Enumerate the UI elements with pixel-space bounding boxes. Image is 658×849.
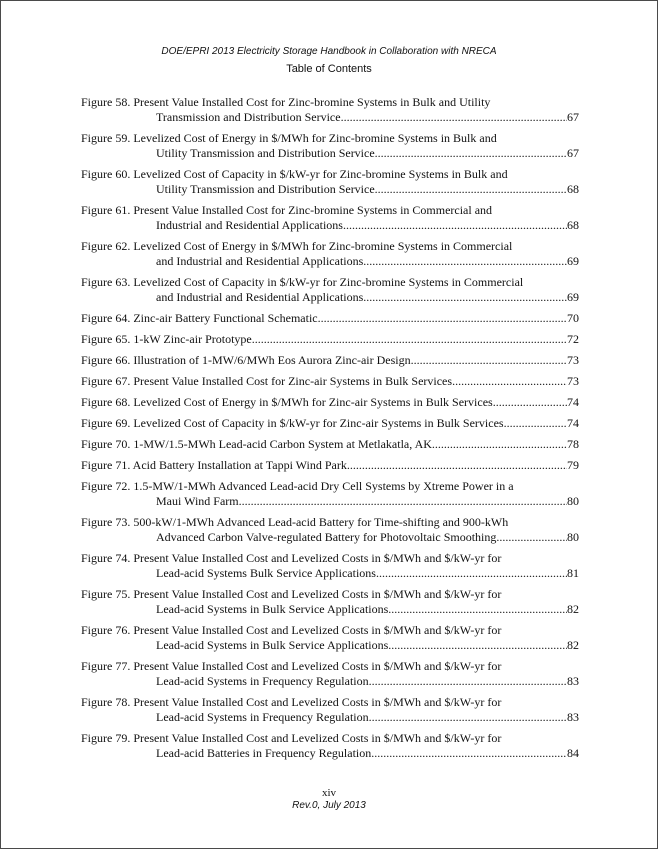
toc-entry-text: Figure 64. Zinc-air Battery Functional Schematic bbox=[81, 311, 318, 325]
toc-page-number: 73 bbox=[567, 353, 579, 367]
toc-page-number: 80 bbox=[567, 494, 579, 508]
toc-entry[interactable] bbox=[81, 395, 579, 410]
toc-entry-text: Lead-acid Systems in Bulk Service Applications bbox=[156, 638, 389, 652]
dot-leader bbox=[504, 416, 567, 431]
toc-entry-line bbox=[81, 95, 579, 110]
dot-leader bbox=[496, 530, 567, 545]
toc-entry-text: Figure 69. Levelized Cost of Capacity in $/kW-yr for Zinc-air Systems in Bulk Services bbox=[81, 416, 504, 430]
toc-entry[interactable] bbox=[81, 131, 579, 161]
toc-entry[interactable] bbox=[81, 239, 579, 269]
toc-entry-text: Figure 66. Illustration of 1-MW/6/MWh Eos Aurora Zinc-air Design bbox=[81, 353, 411, 367]
toc-entry-text: Figure 76. Present Value Installed Cost and Levelized Costs in $/MWh and $/kW-yr for bbox=[81, 623, 502, 637]
toc-entry-line bbox=[81, 458, 579, 473]
table-of-figures bbox=[81, 95, 579, 767]
toc-page-number: 74 bbox=[567, 416, 579, 430]
toc-entry-text: Lead-acid Batteries in Frequency Regulation bbox=[156, 746, 372, 760]
toc-page-number: 84 bbox=[567, 746, 579, 760]
toc-page-number: 80 bbox=[567, 530, 579, 544]
dot-leader bbox=[493, 395, 567, 410]
toc-entry-continuation bbox=[81, 218, 579, 233]
toc-page-number: 82 bbox=[567, 638, 579, 652]
revision-note: Rev.0, July 2013 bbox=[292, 800, 366, 811]
toc-entry[interactable] bbox=[81, 275, 579, 305]
toc-entry-line bbox=[81, 131, 579, 146]
toc-entry-line bbox=[81, 275, 579, 290]
toc-page-number: 78 bbox=[567, 437, 579, 451]
toc-entry-continuation bbox=[81, 638, 579, 653]
toc-entry-continuation bbox=[81, 146, 579, 161]
dot-leader bbox=[318, 311, 567, 326]
toc-entry[interactable] bbox=[81, 374, 579, 389]
toc-entry-text: Figure 79. Present Value Installed Cost and Levelized Costs in $/MWh and $/kW-yr for bbox=[81, 731, 502, 745]
page-number: xiv bbox=[321, 787, 337, 799]
dot-leader bbox=[347, 458, 567, 473]
toc-entry-line bbox=[81, 623, 579, 638]
toc-page-number: 83 bbox=[567, 710, 579, 724]
toc-entry-continuation bbox=[81, 602, 579, 617]
toc-page-number: 72 bbox=[567, 332, 579, 346]
dot-leader bbox=[369, 710, 567, 725]
toc-entry-continuation bbox=[81, 290, 579, 305]
toc-entry-line bbox=[81, 479, 579, 494]
toc-entry-line bbox=[81, 437, 579, 452]
toc-page-number: 74 bbox=[567, 395, 579, 409]
toc-entry-text: and Industrial and Residential Applications bbox=[156, 254, 364, 268]
toc-entry-text: Figure 63. Levelized Cost of Capacity in $/kW-yr for Zinc-bromine Systems in Commercial bbox=[81, 275, 524, 289]
toc-entry-continuation bbox=[81, 110, 579, 125]
toc-entry-continuation bbox=[81, 710, 579, 725]
toc-page-number: 81 bbox=[567, 566, 579, 580]
toc-entry[interactable] bbox=[81, 311, 579, 326]
toc-entry-line bbox=[81, 332, 579, 347]
toc-entry-line bbox=[81, 587, 579, 602]
toc-entry-text: Figure 77. Present Value Installed Cost and Levelized Costs in $/MWh and $/kW-yr for bbox=[81, 659, 502, 673]
toc-entry-line bbox=[81, 353, 579, 368]
dot-leader bbox=[388, 638, 567, 653]
toc-entry-continuation bbox=[81, 530, 579, 545]
toc-entry[interactable] bbox=[81, 659, 579, 689]
toc-entry-text: Lead-acid Systems in Bulk Service Applications bbox=[156, 602, 389, 616]
toc-page-number: 73 bbox=[567, 374, 579, 388]
toc-entry-continuation bbox=[81, 494, 579, 509]
toc-page-number: 68 bbox=[567, 182, 579, 196]
toc-entry-line bbox=[81, 551, 579, 566]
toc-entry-text: Figure 59. Levelized Cost of Energy in $/MWh for Zinc-bromine Systems in Bulk and bbox=[81, 131, 497, 145]
toc-entry-text: Utility Transmission and Distribution Service bbox=[156, 182, 375, 196]
dot-leader bbox=[252, 332, 567, 347]
toc-entry-line bbox=[81, 659, 579, 674]
toc-entry[interactable] bbox=[81, 587, 579, 617]
toc-entry-line bbox=[81, 695, 579, 710]
toc-entry-continuation bbox=[81, 674, 579, 689]
dot-leader bbox=[239, 494, 567, 509]
toc-entry[interactable] bbox=[81, 203, 579, 233]
toc-page-number: 82 bbox=[567, 602, 579, 616]
toc-entry-line bbox=[81, 515, 579, 530]
toc-page-number: 79 bbox=[567, 458, 579, 472]
dot-leader bbox=[452, 374, 567, 389]
toc-entry-text: Figure 58. Present Value Installed Cost for Zinc-bromine Systems in Bulk and Utility bbox=[81, 95, 491, 109]
toc-entry-text: Figure 67. Present Value Installed Cost for Zinc-air Systems in Bulk Services bbox=[81, 374, 453, 388]
toc-entry[interactable] bbox=[81, 515, 579, 545]
toc-entry-text: Figure 62. Levelized Cost of Energy in $/MWh for Zinc-bromine Systems in Commercial bbox=[81, 239, 513, 253]
dot-leader bbox=[371, 746, 567, 761]
toc-entry-line bbox=[81, 395, 579, 410]
toc-entry-continuation bbox=[81, 566, 579, 581]
toc-entry-text: Figure 73. 500-kW/1-MWh Advanced Lead-acid Battery for Time-shifting and 900-kWh bbox=[81, 515, 509, 529]
dot-leader bbox=[376, 566, 567, 581]
toc-entry-text: Utility Transmission and Distribution Service bbox=[156, 146, 375, 160]
toc-entry[interactable] bbox=[81, 731, 579, 761]
dot-leader bbox=[363, 290, 567, 305]
toc-entry-text: Lead-acid Systems Bulk Service Applications bbox=[156, 566, 376, 580]
toc-entry-line bbox=[81, 374, 579, 389]
toc-entry[interactable] bbox=[81, 416, 579, 431]
toc-entry[interactable] bbox=[81, 551, 579, 581]
toc-entry-text: Figure 78. Present Value Installed Cost and Levelized Costs in $/MWh and $/kW-yr for bbox=[81, 695, 502, 709]
toc-entry-text: Figure 70. 1-MW/1.5-MWh Lead-acid Carbon System at Metlakatla, AK bbox=[81, 437, 432, 451]
toc-entry-line bbox=[81, 167, 579, 182]
toc-entry-line bbox=[81, 311, 579, 326]
toc-entry[interactable] bbox=[81, 167, 579, 197]
toc-entry-text: Industrial and Residential Applications bbox=[156, 218, 343, 232]
dot-leader bbox=[375, 182, 567, 197]
toc-entry-continuation bbox=[81, 182, 579, 197]
toc-entry-text: Advanced Carbon Valve-regulated Battery for Photovoltaic Smoothing bbox=[156, 530, 497, 544]
toc-entry-text: Figure 74. Present Value Installed Cost and Levelized Costs in $/MWh and $/kW-yr for bbox=[81, 551, 502, 565]
toc-page-number: 69 bbox=[567, 254, 579, 268]
dot-leader bbox=[432, 437, 567, 452]
dot-leader bbox=[363, 254, 567, 269]
toc-entry-continuation bbox=[81, 746, 579, 761]
toc-entry[interactable] bbox=[81, 353, 579, 368]
toc-entry[interactable] bbox=[81, 623, 579, 653]
dot-leader bbox=[343, 218, 567, 233]
toc-entry-text: Figure 72. 1.5-MW/1-MWh Advanced Lead-acid Dry Cell Systems by Xtreme Power in a bbox=[81, 479, 514, 493]
toc-entry[interactable] bbox=[81, 695, 579, 725]
toc-page-number: 83 bbox=[567, 674, 579, 688]
toc-entry-continuation bbox=[81, 254, 579, 269]
toc-entry-text: Figure 60. Levelized Cost of Capacity in $/kW-yr for Zinc-bromine Systems in Bulk and bbox=[81, 167, 508, 181]
toc-entry-text: Figure 61. Present Value Installed Cost for Zinc-bromine Systems in Commercial and bbox=[81, 203, 493, 217]
dot-leader bbox=[411, 353, 567, 368]
toc-entry-text: Figure 68. Levelized Cost of Energy in $/MWh for Zinc-air Systems in Bulk Services bbox=[81, 395, 493, 409]
dot-leader bbox=[369, 674, 567, 689]
toc-entry[interactable] bbox=[81, 479, 579, 509]
toc-page-number: 70 bbox=[567, 311, 579, 325]
toc-entry[interactable] bbox=[81, 458, 579, 473]
toc-page-number: 67 bbox=[567, 146, 579, 160]
toc-entry-text: Maui Wind Farm bbox=[156, 494, 239, 508]
toc-entry[interactable] bbox=[81, 95, 579, 125]
toc-entry-text: Figure 65. 1-kW Zinc-air Prototype bbox=[81, 332, 252, 346]
dot-leader bbox=[341, 110, 567, 125]
toc-page-number: 68 bbox=[567, 218, 579, 232]
toc-entry-line bbox=[81, 239, 579, 254]
toc-page-number: 67 bbox=[567, 110, 579, 124]
dot-leader bbox=[388, 602, 567, 617]
toc-entry-line bbox=[81, 416, 579, 431]
running-header: DOE/EPRI 2013 Electricity Storage Handbook in Collaboration with NRECA bbox=[161, 46, 497, 57]
toc-entry-line bbox=[81, 731, 579, 746]
toc-entry-text: Lead-acid Systems in Frequency Regulation bbox=[156, 710, 369, 724]
toc-entry[interactable] bbox=[81, 437, 579, 452]
toc-entry-line bbox=[81, 203, 579, 218]
section-title: Table of Contents bbox=[286, 63, 372, 75]
toc-entry-text: Lead-acid Systems in Frequency Regulation bbox=[156, 674, 369, 688]
toc-entry[interactable] bbox=[81, 332, 579, 347]
toc-entry-text: Figure 71. Acid Battery Installation at Tappi Wind Park bbox=[81, 458, 347, 472]
toc-page-number: 69 bbox=[567, 290, 579, 304]
toc-entry-text: Transmission and Distribution Service bbox=[156, 110, 341, 124]
toc-entry-text: and Industrial and Residential Applications bbox=[156, 290, 364, 304]
toc-entry-text: Figure 75. Present Value Installed Cost and Levelized Costs in $/MWh and $/kW-yr for bbox=[81, 587, 502, 601]
dot-leader bbox=[375, 146, 567, 161]
